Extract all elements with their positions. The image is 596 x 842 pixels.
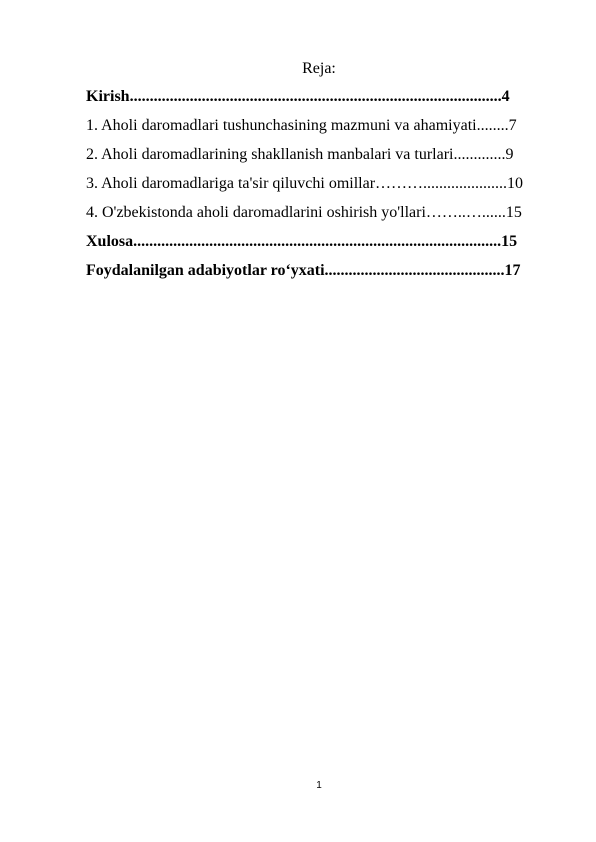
page-title: Reja: [302,60,336,77]
page-number: 1 [316,780,322,791]
toc-entry-section-1: 1. Aholi daromadlari tushunchasining mazmuni va ahamiyati........7 [86,117,517,134]
toc-entry-conclusion: Xulosa............................................................................................15 [86,233,518,250]
toc-entry-section-4: 4. O'zbekistonda aholi daromadlarini oshirish yo'llari……..…......15 [86,204,522,221]
toc-entry-section-2: 2. Aholi daromadlarining shakllanish manbalari va turlari.............9 [86,146,514,163]
toc-entry-section-3: 3. Aholi daromadlariga ta'sir qiluvchi omillar……….....................10 [86,175,524,192]
toc-entry-introduction: Kirish.............................................................................................4 [86,88,510,105]
toc-entry-references: Foydalanilgan adabiyotlar ro‘yxati.............................................17 [86,262,521,279]
